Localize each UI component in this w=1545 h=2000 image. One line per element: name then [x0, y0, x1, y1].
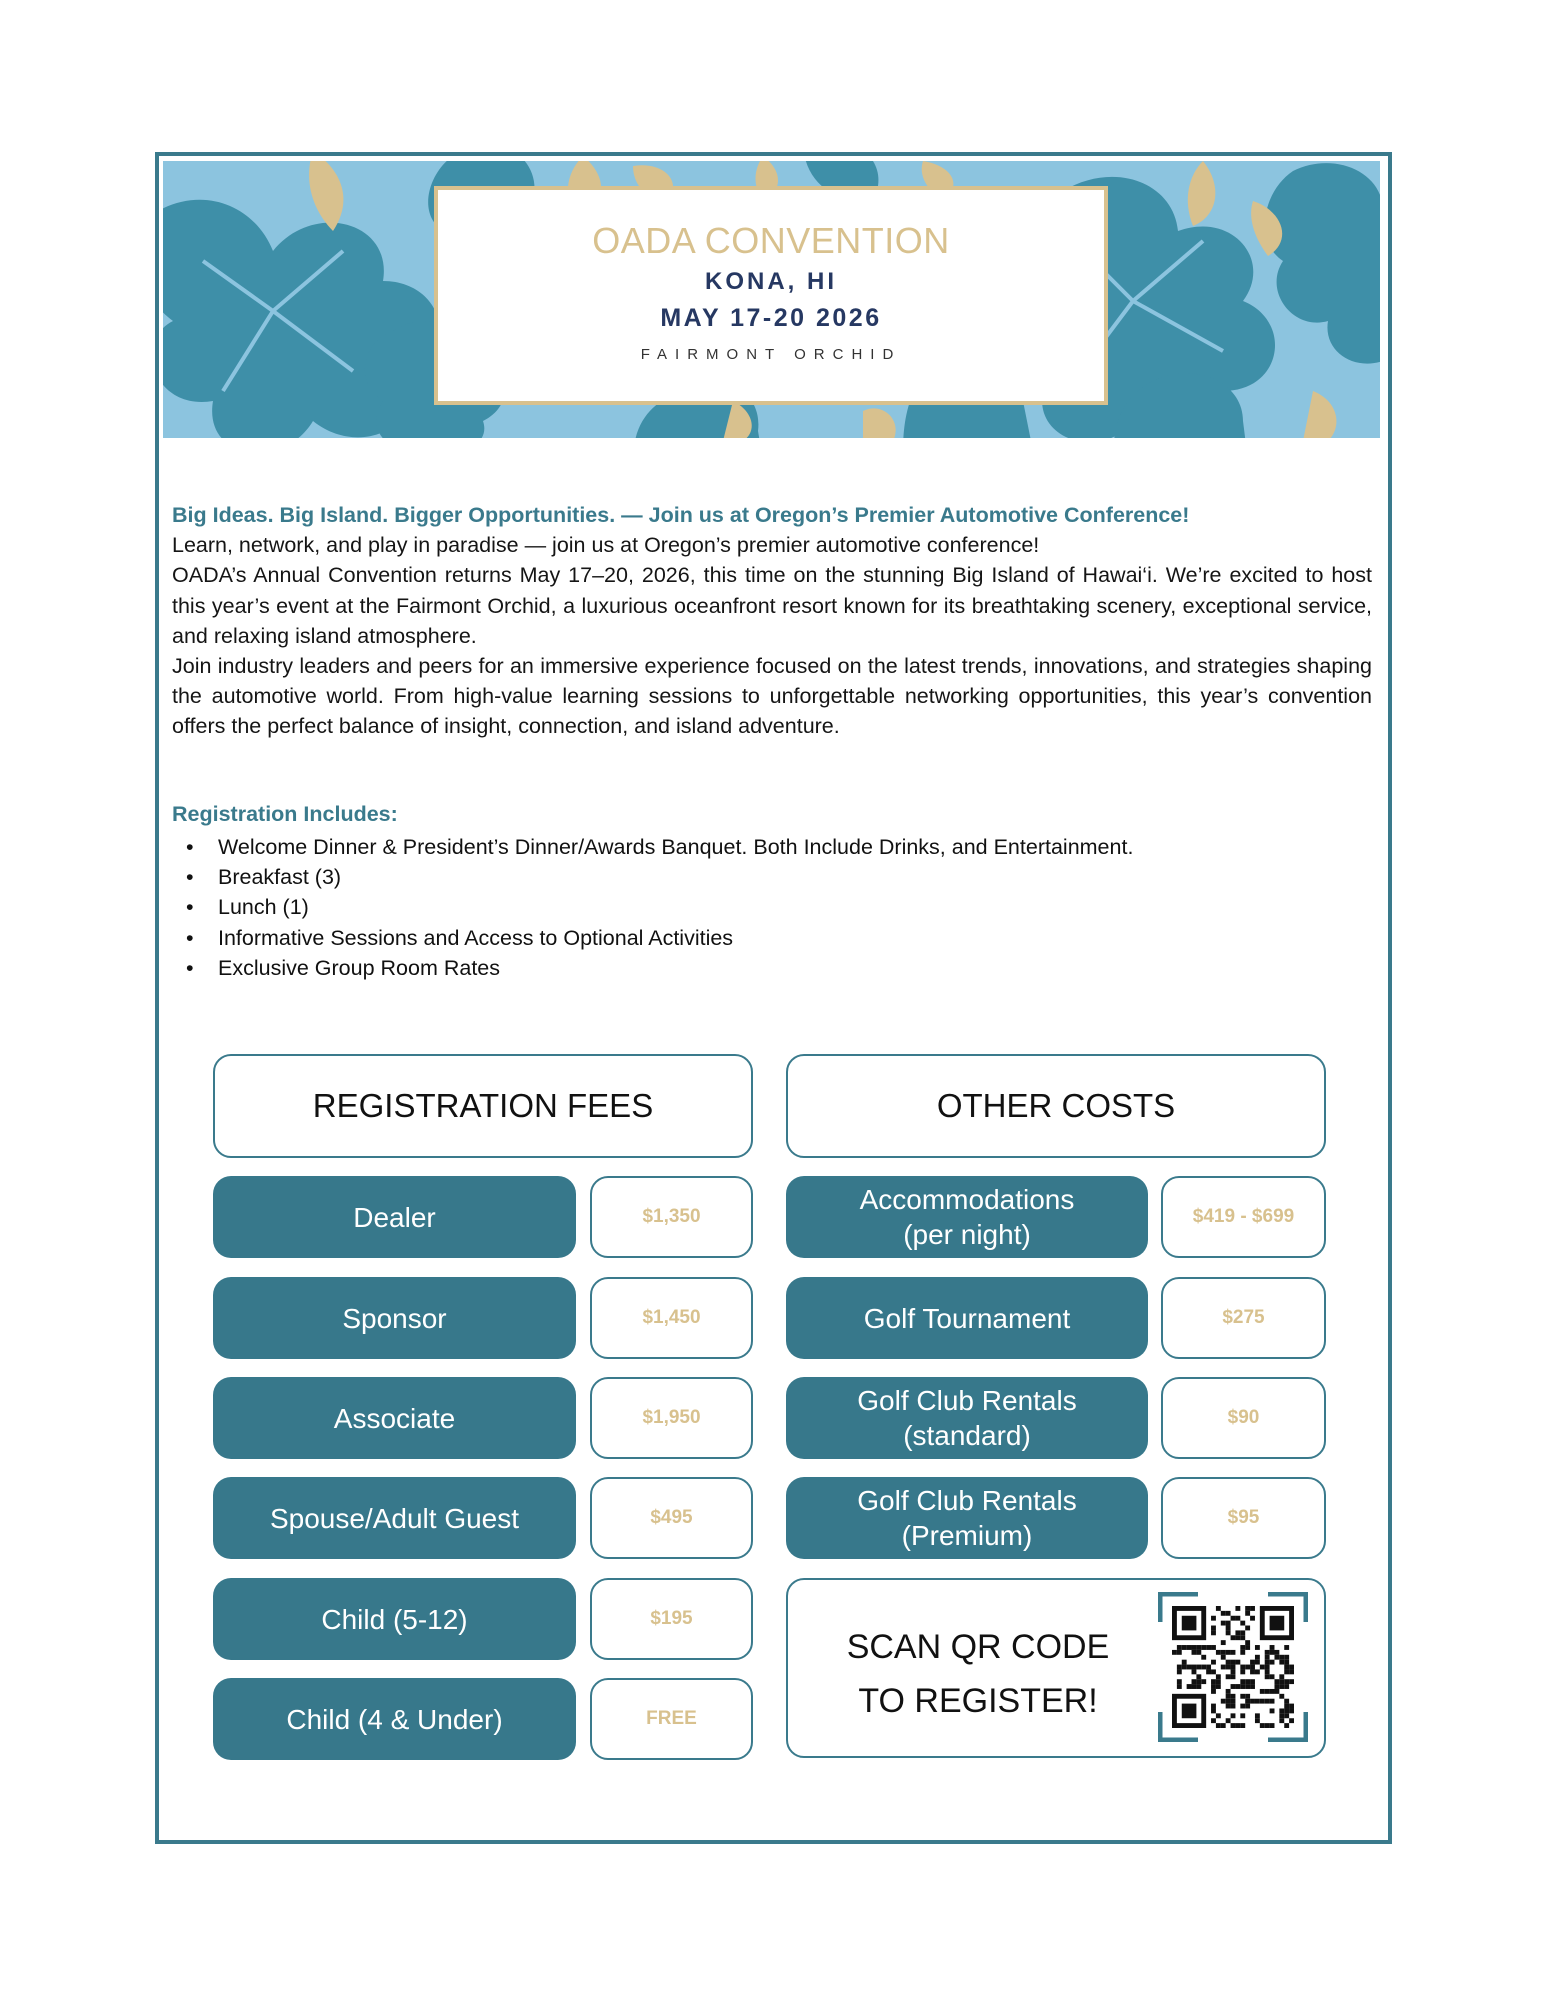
- qr-code-icon[interactable]: [1158, 1592, 1308, 1742]
- qr-module: [1182, 1704, 1197, 1719]
- qr-module: [1182, 1660, 1187, 1665]
- intro-section: [172, 500, 1372, 742]
- qr-module: [1240, 1694, 1245, 1699]
- qr-module: [1182, 1665, 1187, 1670]
- qr-module: [1201, 1679, 1206, 1684]
- qr-module: [1265, 1665, 1270, 1670]
- qr-module: [1221, 1699, 1226, 1704]
- qr-module: [1240, 1645, 1245, 1650]
- qr-module: [1260, 1665, 1265, 1670]
- qr-module: [1250, 1679, 1255, 1684]
- qr-module: [1221, 1611, 1226, 1616]
- qr-register-card: [786, 1578, 1326, 1758]
- qr-module: [1270, 1699, 1275, 1704]
- qr-module: [1284, 1684, 1289, 1689]
- qr-module: [1265, 1689, 1270, 1694]
- fee-price-child-5-12: $195: [590, 1578, 753, 1660]
- qr-module: [1265, 1723, 1270, 1728]
- qr-module: [1289, 1718, 1294, 1723]
- qr-module: [1240, 1635, 1245, 1640]
- qr-module: [1196, 1650, 1201, 1655]
- qr-module: [1216, 1684, 1221, 1689]
- qr-module: [1216, 1713, 1221, 1718]
- qr-module: [1270, 1660, 1275, 1665]
- qr-module: [1196, 1674, 1201, 1679]
- bullet-icon: •: [186, 835, 194, 859]
- event-title-card: [434, 186, 1108, 405]
- qr-module: [1177, 1679, 1182, 1684]
- event-location: KONA, HI: [705, 268, 837, 295]
- qr-module: [1226, 1665, 1231, 1670]
- qr-module: [1245, 1704, 1250, 1709]
- qr-module: [1270, 1616, 1285, 1631]
- fee-label-sponsor: Sponsor: [213, 1277, 576, 1359]
- qr-module: [1240, 1679, 1245, 1684]
- qr-module: [1177, 1665, 1182, 1670]
- qr-module: [1260, 1699, 1265, 1704]
- list-item: • Breakfast (3): [172, 862, 1133, 892]
- qr-module: [1226, 1621, 1231, 1626]
- qr-module: [1192, 1665, 1197, 1670]
- qr-module: [1226, 1674, 1231, 1679]
- qr-module: [1279, 1694, 1284, 1699]
- qr-module: [1245, 1665, 1250, 1670]
- qr-module: [1255, 1718, 1260, 1723]
- intro-line: Learn, network, and play in paradise — join us at Oregon’s premier automotive conference!: [172, 533, 1040, 558]
- qr-module: [1265, 1699, 1270, 1704]
- qr-module: [1250, 1684, 1255, 1689]
- qr-module: [1182, 1645, 1187, 1650]
- qr-module: [1201, 1645, 1206, 1650]
- qr-module: [1255, 1699, 1260, 1704]
- qr-module: [1221, 1621, 1226, 1626]
- qr-module: [1211, 1645, 1216, 1650]
- qr-module: [1211, 1669, 1216, 1674]
- qr-module: [1274, 1679, 1279, 1684]
- qr-module: [1240, 1650, 1245, 1655]
- qr-module: [1245, 1606, 1250, 1611]
- intro-paragraph: Join industry leaders and peers for an immersive experience focused on the latest trends, innovations, and strategies shaping the automotive world. From high-value learning sessions to unforgettable networking opportunities, this year’s convention offers the perfect balance of insight, connection, and island adventure.: [172, 654, 1372, 739]
- qr-module: [1240, 1665, 1245, 1670]
- qr-module: [1231, 1616, 1236, 1621]
- qr-module: [1260, 1723, 1265, 1728]
- qr-module: [1226, 1630, 1231, 1635]
- qr-module: [1240, 1723, 1245, 1728]
- cost-label-golf-rental-standard: Golf Club Rentals (standard): [786, 1377, 1148, 1459]
- qr-module: [1245, 1640, 1250, 1645]
- includes-list: [172, 832, 1133, 983]
- qr-module: [1192, 1650, 1197, 1655]
- qr-module: [1265, 1650, 1270, 1655]
- qr-module: [1231, 1650, 1236, 1655]
- registration-fees-heading: REGISTRATION FEES: [213, 1054, 753, 1158]
- qr-module: [1270, 1723, 1275, 1728]
- fee-label-child-5-12: Child (5-12): [213, 1578, 576, 1660]
- qr-module: [1206, 1665, 1211, 1670]
- qr-module: [1279, 1708, 1284, 1713]
- bullet-icon: •: [186, 895, 194, 920]
- qr-module: [1196, 1645, 1201, 1650]
- qr-module: [1245, 1611, 1250, 1616]
- qr-module: [1192, 1669, 1197, 1674]
- qr-module: [1250, 1616, 1255, 1621]
- qr-module: [1279, 1679, 1284, 1684]
- qr-module: [1245, 1684, 1250, 1689]
- bullet-icon: •: [186, 865, 194, 890]
- qr-module: [1265, 1660, 1270, 1665]
- qr-module: [1289, 1665, 1294, 1670]
- qr-module: [1279, 1713, 1284, 1718]
- qr-module: [1231, 1723, 1236, 1728]
- qr-module: [1240, 1684, 1245, 1689]
- cost-label-golf-rental-premium: Golf Club Rentals (Premium): [786, 1477, 1148, 1559]
- qr-module: [1270, 1645, 1275, 1650]
- qr-module: [1235, 1660, 1240, 1665]
- qr-module: [1177, 1669, 1182, 1674]
- qr-module: [1231, 1674, 1236, 1679]
- qr-module: [1284, 1679, 1289, 1684]
- qr-module: [1284, 1713, 1289, 1718]
- qr-module: [1279, 1684, 1284, 1689]
- qr-module: [1245, 1645, 1250, 1650]
- cost-label-accommodations: Accommodations (per night): [786, 1176, 1148, 1258]
- qr-module: [1206, 1645, 1211, 1650]
- cost-price-accommodations: $419 - $699: [1161, 1176, 1326, 1258]
- qr-module: [1289, 1669, 1294, 1674]
- qr-module: [1177, 1684, 1182, 1689]
- qr-module: [1231, 1694, 1236, 1699]
- qr-module: [1226, 1650, 1231, 1655]
- fee-price-child-under-4: FREE: [590, 1678, 753, 1760]
- qr-module: [1196, 1679, 1201, 1684]
- qr-module: [1250, 1606, 1255, 1611]
- qr-module: [1289, 1704, 1294, 1709]
- qr-module: [1216, 1650, 1221, 1655]
- qr-module: [1255, 1655, 1260, 1660]
- qr-module: [1279, 1674, 1284, 1679]
- qr-module: [1289, 1679, 1294, 1684]
- qr-module: [1221, 1640, 1226, 1645]
- qr-module: [1250, 1699, 1255, 1704]
- cost-price-golf-rental-standard: $90: [1161, 1377, 1326, 1459]
- qr-module: [1231, 1704, 1236, 1709]
- list-item: • Exclusive Group Room Rates: [172, 953, 1133, 983]
- qr-module: [1196, 1665, 1201, 1670]
- fee-label-dealer: Dealer: [213, 1176, 576, 1258]
- qr-module: [1187, 1645, 1192, 1650]
- qr-module: [1235, 1635, 1240, 1640]
- qr-module: [1226, 1626, 1231, 1631]
- qr-module: [1211, 1626, 1216, 1631]
- qr-module: [1240, 1630, 1245, 1635]
- bullet-icon: •: [186, 955, 194, 980]
- fee-price-spouse: $495: [590, 1477, 753, 1559]
- qr-module: [1192, 1645, 1197, 1650]
- qr-module: [1284, 1699, 1289, 1704]
- qr-module: [1226, 1660, 1231, 1665]
- qr-module: [1201, 1665, 1206, 1670]
- list-item: • Lunch (1): [172, 892, 1133, 922]
- qr-module: [1284, 1708, 1289, 1713]
- qr-module: [1211, 1660, 1216, 1665]
- qr-module: [1211, 1704, 1216, 1709]
- qr-module: [1235, 1606, 1240, 1611]
- event-dates: MAY 17-20 2026: [660, 304, 882, 332]
- qr-module: [1182, 1616, 1197, 1631]
- qr-module: [1187, 1665, 1192, 1670]
- qr-module: [1211, 1679, 1216, 1684]
- qr-module: [1177, 1645, 1182, 1650]
- qr-module: [1216, 1679, 1221, 1684]
- qr-module: [1265, 1655, 1270, 1660]
- qr-module: [1284, 1665, 1289, 1670]
- intro-paragraph: OADA’s Annual Convention returns May 17–20, 2026, this time on the stunning Big Island of Hawai‘i. We’re excited to host this year’s event at the Fairmont Orchid, a luxurious oceanfront resort known for its breathtaking scenery, exceptional service, and relaxing island atmosphere.: [172, 563, 1372, 648]
- qr-module: [1216, 1606, 1221, 1611]
- qr-module: [1284, 1645, 1289, 1650]
- qr-module: [1255, 1669, 1260, 1674]
- qr-module: [1265, 1674, 1270, 1679]
- qr-module: [1231, 1684, 1236, 1689]
- qr-module: [1201, 1655, 1206, 1660]
- qr-module: [1284, 1660, 1289, 1665]
- qr-module: [1231, 1665, 1236, 1670]
- qr-module: [1260, 1689, 1265, 1694]
- qr-module: [1231, 1660, 1236, 1665]
- fee-price-sponsor: $1,450: [590, 1277, 753, 1359]
- qr-module: [1250, 1665, 1255, 1670]
- qr-module: [1172, 1650, 1177, 1655]
- qr-module: [1211, 1718, 1216, 1723]
- qr-module: [1226, 1699, 1231, 1704]
- qr-module: [1245, 1699, 1250, 1704]
- qr-module: [1240, 1669, 1245, 1674]
- qr-module: [1187, 1684, 1192, 1689]
- qr-module: [1221, 1723, 1226, 1728]
- qr-module: [1235, 1630, 1240, 1635]
- qr-module: [1255, 1660, 1260, 1665]
- qr-module: [1221, 1650, 1226, 1655]
- cost-price-golf-tournament: $275: [1161, 1277, 1326, 1359]
- qr-module: [1216, 1674, 1221, 1679]
- qr-module: [1216, 1723, 1221, 1728]
- qr-module: [1221, 1655, 1226, 1660]
- qr-module: [1274, 1650, 1279, 1655]
- qr-module: [1177, 1650, 1182, 1655]
- qr-module: [1265, 1669, 1270, 1674]
- qr-module: [1284, 1655, 1289, 1660]
- qr-module: [1245, 1626, 1250, 1631]
- qr-instructions: SCAN QR CODE TO REGISTER!: [846, 1628, 1110, 1720]
- list-item: • Informative Sessions and Access to Optional Activities: [172, 923, 1133, 953]
- qr-module: [1279, 1718, 1284, 1723]
- qr-module: [1245, 1694, 1250, 1699]
- qr-module: [1192, 1684, 1197, 1689]
- qr-module: [1231, 1699, 1236, 1704]
- qr-module: [1211, 1689, 1216, 1694]
- qr-module: [1279, 1660, 1284, 1665]
- other-costs-heading: OTHER COSTS: [786, 1054, 1326, 1158]
- qr-module: [1211, 1616, 1216, 1621]
- cost-price-golf-rental-premium: $95: [1161, 1477, 1326, 1559]
- qr-module: [1226, 1704, 1231, 1709]
- qr-module: [1250, 1669, 1255, 1674]
- qr-module: [1192, 1679, 1197, 1684]
- qr-module: [1274, 1655, 1279, 1660]
- qr-module: [1226, 1718, 1231, 1723]
- qr-module: [1235, 1684, 1240, 1689]
- fee-label-associate: Associate: [213, 1377, 576, 1459]
- qr-module: [1231, 1669, 1236, 1674]
- qr-module: [1270, 1708, 1275, 1713]
- includes-heading: Registration Includes:: [172, 802, 398, 826]
- qr-module: [1211, 1708, 1216, 1713]
- qr-module: [1289, 1708, 1294, 1713]
- tagline: Big Ideas. Big Island. Bigger Opportunities. — Join us at Oregon’s Premier Automotive Conference!: [172, 503, 1190, 527]
- qr-module: [1284, 1669, 1289, 1674]
- qr-module: [1255, 1645, 1260, 1650]
- qr-module: [1211, 1684, 1216, 1689]
- fee-price-associate: $1,950: [590, 1377, 753, 1459]
- qr-module: [1196, 1684, 1201, 1689]
- qr-module: [1226, 1689, 1231, 1694]
- qr-module: [1235, 1616, 1240, 1621]
- qr-module: [1284, 1723, 1289, 1728]
- qr-module: [1245, 1679, 1250, 1684]
- qr-module: [1211, 1630, 1216, 1635]
- fee-price-dealer: $1,350: [590, 1176, 753, 1258]
- qr-module: [1270, 1674, 1275, 1679]
- fee-label-spouse: Spouse/Adult Guest: [213, 1477, 576, 1559]
- qr-module: [1226, 1694, 1231, 1699]
- qr-module: [1240, 1704, 1245, 1709]
- qr-module: [1274, 1689, 1279, 1694]
- qr-module: [1270, 1689, 1275, 1694]
- qr-module: [1221, 1665, 1226, 1670]
- qr-module: [1255, 1713, 1260, 1718]
- cost-label-golf-tournament: Golf Tournament: [786, 1277, 1148, 1359]
- event-venue: FAIRMONT ORCHID: [640, 346, 902, 363]
- qr-module: [1240, 1713, 1245, 1718]
- qr-module: [1231, 1635, 1236, 1640]
- qr-module: [1284, 1704, 1289, 1709]
- qr-module: [1235, 1723, 1240, 1728]
- qr-module: [1226, 1611, 1231, 1616]
- bullet-icon: •: [186, 925, 194, 950]
- qr-module: [1279, 1655, 1284, 1660]
- qr-module: [1270, 1650, 1275, 1655]
- qr-module: [1274, 1684, 1279, 1689]
- qr-module: [1250, 1660, 1255, 1665]
- list-item: • Welcome Dinner & President’s Dinner/Awards Banquet. Both Include Drinks, and Entertainment.: [172, 832, 1133, 862]
- fee-label-child-under-4: Child (4 & Under): [213, 1678, 576, 1760]
- qr-module: [1206, 1669, 1211, 1674]
- qr-module: [1240, 1621, 1245, 1626]
- event-title: OADA CONVENTION: [592, 220, 950, 261]
- qr-module: [1231, 1713, 1236, 1718]
